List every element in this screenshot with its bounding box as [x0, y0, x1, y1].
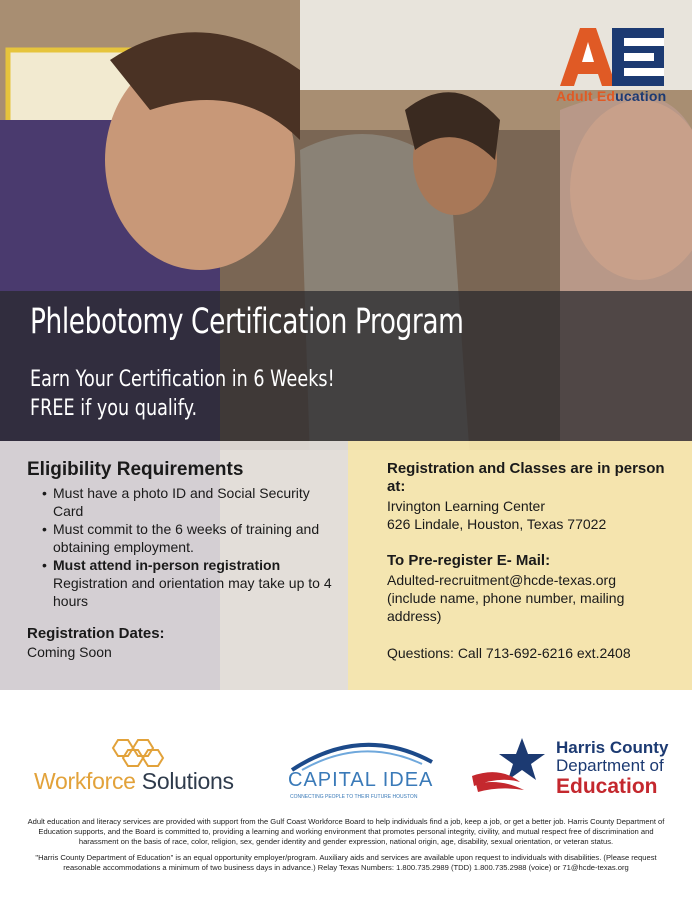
preregister-note: (include name, phone number, mailing address) — [387, 590, 625, 624]
questions-phone: Questions: Call 713-692-6216 ext.2408 — [387, 645, 631, 661]
ae-logo-mark — [560, 28, 664, 86]
preregister-heading: To Pre-register E- Mail: — [387, 552, 551, 569]
eligibility-list — [42, 484, 342, 610]
disclaimer-eeo: "Harris County Department of Education" is an equal opportunity employer/program. Auxiliary aids and services are available upon request to individuals with disabilities. (Please request reasonable accommodations a minimum of two business days in advance.) Relay Texas Numbers: 1.800.735.2989 (TDD) 1.800.735.2988 (voice) or 71@hcde-texas.org — [35, 853, 657, 872]
workforce-solutions-logo: Workforce Solutions — [34, 738, 254, 808]
star-flag-icon — [470, 736, 554, 796]
hexagon-icon — [104, 738, 184, 768]
adult-education-logo — [556, 28, 674, 108]
disclaimer-funding: Adult education and literacy services are provided with support from the Gulf Coast Workforce Board to help individuals find a job, keep a job, or get a better job. Harris County Department of Education supports, and the Board is committed to, providing a learning and working environment that promotes personal integrity, civility, and mutual respect free of discrimination and harassment on the basis of race, color, religion, sex, gender identity and gender expression, national origin, age, disability, sexual orientation, or veteran status. — [27, 817, 665, 846]
location-address: 626 Lindale, Houston, Texas 77022 — [387, 516, 607, 532]
location-heading: Registration and Classes are in person at: — [387, 460, 665, 495]
partner-logos — [0, 720, 692, 810]
eligibility-item: • Must have a photo ID and Social Security Card — [42, 484, 342, 520]
location-place: Irvington Learning Center — [387, 498, 545, 514]
harris-county-logo: Harris County Department of Education — [470, 732, 680, 802]
capital-idea-logo: CAPITAL IDEA CONNECTING PEOPLE TO THEIR FUTURE HOUSTON — [282, 732, 442, 802]
disclaimer-text — [24, 817, 668, 879]
ae-logo-text: Adult Education — [556, 88, 667, 104]
program-subtitle-free: FREE if you qualify. — [30, 396, 198, 421]
program-subtitle-weeks: Earn Your Certification in 6 Weeks! — [30, 367, 335, 392]
eligibility-item: • Must attend in-person registration Registration and orientation may take up to 4 hours — [42, 556, 342, 610]
preregister-email[interactable]: Adulted-recruitment@hcde-texas.org — [387, 572, 616, 588]
registration-dates-value: Coming Soon — [27, 644, 112, 660]
registration-dates-title: Registration Dates: — [27, 625, 165, 642]
arc-icon — [282, 732, 442, 772]
eligibility-title: Eligibility Requirements — [27, 459, 244, 480]
program-title: Phlebotomy Certification Program — [30, 302, 464, 342]
eligibility-item: • Must commit to the 6 weeks of training and obtaining employment. — [42, 520, 342, 556]
